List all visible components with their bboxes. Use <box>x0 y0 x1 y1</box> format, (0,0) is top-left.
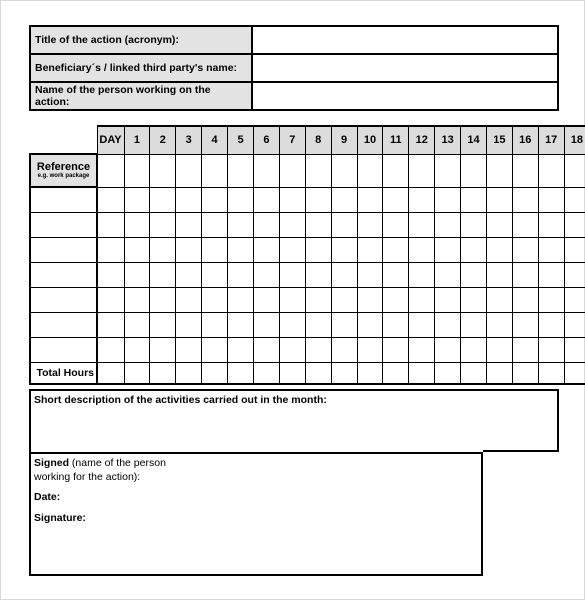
hours-cell[interactable] <box>461 262 487 287</box>
title-field[interactable] <box>252 26 558 54</box>
total-hours-cell[interactable] <box>538 362 564 384</box>
day-number-10: 10 <box>357 126 383 154</box>
day-number-17: 17 <box>538 126 564 154</box>
total-hours-row <box>30 362 585 384</box>
total-hours-cell[interactable] <box>461 362 487 384</box>
reference-sub-label: e.g. work package <box>37 173 90 179</box>
hours-cell[interactable] <box>357 262 383 287</box>
action-info-table <box>29 25 559 111</box>
day-label: DAY <box>97 126 124 154</box>
hours-cell[interactable] <box>97 262 124 287</box>
hours-cell[interactable] <box>202 287 228 312</box>
table-row <box>30 262 585 287</box>
total-hours-cell[interactable] <box>357 362 383 384</box>
table-row <box>30 212 585 237</box>
hours-cell[interactable] <box>228 154 254 187</box>
hours-cell[interactable] <box>305 212 331 237</box>
person-field[interactable] <box>252 82 558 110</box>
hours-cell[interactable] <box>357 187 383 212</box>
hours-cell[interactable] <box>357 237 383 262</box>
table-row <box>30 337 585 362</box>
day-number-6: 6 <box>253 126 279 154</box>
hours-cell[interactable] <box>564 262 585 287</box>
hours-cell[interactable] <box>97 237 124 262</box>
person-label: Name of the person working on the action: <box>30 82 252 110</box>
hours-cell[interactable] <box>435 187 461 212</box>
hours-cell[interactable] <box>383 237 409 262</box>
signature-label: Signature: <box>34 512 86 524</box>
day-number-5: 5 <box>228 126 254 154</box>
hours-cell[interactable] <box>176 337 202 362</box>
hours-cell[interactable] <box>202 237 228 262</box>
hours-cell[interactable] <box>124 212 150 237</box>
total-hours-cell[interactable] <box>124 362 150 384</box>
hours-cell[interactable] <box>564 212 585 237</box>
hours-cell[interactable] <box>150 262 176 287</box>
total-hours-cell[interactable] <box>331 362 357 384</box>
day-number-12: 12 <box>409 126 435 154</box>
hours-cell[interactable] <box>124 287 150 312</box>
hours-cell[interactable] <box>383 312 409 337</box>
hours-cell[interactable] <box>228 237 254 262</box>
person-row <box>30 82 558 110</box>
day-number-9: 9 <box>331 126 357 154</box>
hours-cell[interactable] <box>176 262 202 287</box>
hours-cell[interactable] <box>202 312 228 337</box>
hours-cell[interactable] <box>486 312 512 337</box>
hours-cell[interactable] <box>435 237 461 262</box>
hours-cell[interactable] <box>357 154 383 187</box>
table-row <box>30 312 585 337</box>
hours-cell[interactable] <box>383 262 409 287</box>
day-number-14: 14 <box>461 126 487 154</box>
hours-cell[interactable] <box>202 337 228 362</box>
hours-cell[interactable] <box>228 287 254 312</box>
hours-cell[interactable] <box>357 212 383 237</box>
hours-cell[interactable] <box>253 312 279 337</box>
total-hours-cell[interactable] <box>409 362 435 384</box>
hours-cell[interactable] <box>564 287 585 312</box>
reference-label: Reference <box>36 161 91 173</box>
hours-cell[interactable] <box>383 212 409 237</box>
reference-cell[interactable] <box>30 312 97 337</box>
hours-cell[interactable] <box>97 312 124 337</box>
hours-cell[interactable] <box>331 237 357 262</box>
hours-cell[interactable] <box>150 237 176 262</box>
hours-cell[interactable] <box>228 212 254 237</box>
hours-cell[interactable] <box>279 187 305 212</box>
header-blank-cell <box>30 126 97 154</box>
reference-cell[interactable] <box>30 287 97 312</box>
hours-cell[interactable] <box>331 154 357 187</box>
hours-cell[interactable] <box>461 187 487 212</box>
hours-cell[interactable] <box>253 287 279 312</box>
hours-cell[interactable] <box>409 287 435 312</box>
hours-cell[interactable] <box>435 337 461 362</box>
total-hours-cell[interactable] <box>435 362 461 384</box>
hours-cell[interactable] <box>124 337 150 362</box>
hours-cell[interactable] <box>124 187 150 212</box>
hours-cell[interactable] <box>538 237 564 262</box>
hours-cell[interactable] <box>357 287 383 312</box>
hours-cell[interactable] <box>331 187 357 212</box>
hours-cell[interactable] <box>486 287 512 312</box>
description-label: Short description of the activities carried out in the month: <box>34 394 327 406</box>
hours-cell[interactable] <box>538 187 564 212</box>
hours-cell[interactable] <box>383 154 409 187</box>
day-number-7: 7 <box>279 126 305 154</box>
hours-cell[interactable] <box>461 337 487 362</box>
hours-cell[interactable] <box>176 154 202 187</box>
hours-cell[interactable] <box>97 337 124 362</box>
hours-cell[interactable] <box>124 237 150 262</box>
hours-cell[interactable] <box>253 212 279 237</box>
hours-cell[interactable] <box>357 312 383 337</box>
hours-cell[interactable] <box>253 154 279 187</box>
hours-cell[interactable] <box>435 287 461 312</box>
hours-cell[interactable] <box>409 312 435 337</box>
hours-cell[interactable] <box>97 187 124 212</box>
hours-cell[interactable] <box>409 212 435 237</box>
hours-grid <box>29 125 585 385</box>
table-row <box>30 237 585 262</box>
hours-cell[interactable] <box>538 312 564 337</box>
hours-cell[interactable] <box>512 337 538 362</box>
date-label: Date: <box>34 491 61 503</box>
hours-cell[interactable] <box>176 287 202 312</box>
hours-cell[interactable] <box>305 287 331 312</box>
signed-label <box>34 456 194 484</box>
hours-cell[interactable] <box>253 337 279 362</box>
hours-cell[interactable] <box>305 237 331 262</box>
hours-cell[interactable] <box>435 212 461 237</box>
hours-cell[interactable] <box>409 237 435 262</box>
hours-cell[interactable] <box>150 337 176 362</box>
hours-cell[interactable] <box>331 262 357 287</box>
total-hours-cell[interactable] <box>486 362 512 384</box>
total-hours-label: Total Hours <box>30 362 97 384</box>
description-bottom-border <box>483 450 559 452</box>
hours-cell[interactable] <box>279 262 305 287</box>
hours-cell[interactable] <box>253 237 279 262</box>
hours-cell[interactable] <box>461 287 487 312</box>
table-row <box>30 187 585 212</box>
hours-cell[interactable] <box>279 154 305 187</box>
hours-cell[interactable] <box>486 187 512 212</box>
day-number-4: 4 <box>202 126 228 154</box>
hours-cell[interactable] <box>409 154 435 187</box>
hours-cell[interactable] <box>97 287 124 312</box>
hours-cell[interactable] <box>409 337 435 362</box>
hours-cell[interactable] <box>124 154 150 187</box>
hours-cell[interactable] <box>512 212 538 237</box>
description-box[interactable] <box>29 389 559 452</box>
hours-cell[interactable] <box>202 154 228 187</box>
total-hours-cell[interactable] <box>564 362 585 384</box>
hours-cell[interactable] <box>461 312 487 337</box>
hours-cell[interactable] <box>383 337 409 362</box>
hours-cell[interactable] <box>150 154 176 187</box>
hours-cell[interactable] <box>486 212 512 237</box>
hours-cell[interactable] <box>564 187 585 212</box>
reference-cell[interactable] <box>30 237 97 262</box>
beneficiary-field[interactable] <box>252 54 558 82</box>
hours-cell[interactable] <box>461 237 487 262</box>
hours-cell[interactable] <box>253 262 279 287</box>
beneficiary-label: Beneficiary´s / linked third party's name: <box>30 54 252 82</box>
hours-cell[interactable] <box>409 187 435 212</box>
day-header-row <box>30 126 585 154</box>
day-number-15: 15 <box>486 126 512 154</box>
hours-cell[interactable] <box>512 262 538 287</box>
hours-cell[interactable] <box>409 262 435 287</box>
hours-cell[interactable] <box>176 237 202 262</box>
hours-cell[interactable] <box>512 187 538 212</box>
hours-cell[interactable] <box>435 154 461 187</box>
hours-cell[interactable] <box>279 287 305 312</box>
hours-cell[interactable] <box>512 154 538 187</box>
reference-cell[interactable] <box>30 262 97 287</box>
hours-cell[interactable] <box>305 337 331 362</box>
hours-cell[interactable] <box>253 187 279 212</box>
day-number-16: 16 <box>512 126 538 154</box>
hours-cell[interactable] <box>331 287 357 312</box>
day-number-1: 1 <box>124 126 150 154</box>
title-label: Title of the action (acronym): <box>30 26 252 54</box>
hours-cell[interactable] <box>357 337 383 362</box>
total-hours-cell[interactable] <box>305 362 331 384</box>
hours-cell[interactable] <box>305 262 331 287</box>
hours-cell[interactable] <box>176 212 202 237</box>
total-hours-cell[interactable] <box>253 362 279 384</box>
hours-cell[interactable] <box>97 212 124 237</box>
hours-cell[interactable] <box>228 312 254 337</box>
signature-section <box>29 452 559 576</box>
beneficiary-row <box>30 54 558 82</box>
total-hours-cell[interactable] <box>383 362 409 384</box>
hours-cell[interactable] <box>512 287 538 312</box>
hours-cell[interactable] <box>512 312 538 337</box>
hours-cell[interactable] <box>202 212 228 237</box>
hours-cell[interactable] <box>176 312 202 337</box>
hours-cell[interactable] <box>538 154 564 187</box>
hours-cell[interactable] <box>150 312 176 337</box>
hours-cell[interactable] <box>486 154 512 187</box>
hours-cell[interactable] <box>279 312 305 337</box>
hours-cell[interactable] <box>538 287 564 312</box>
total-hours-cell[interactable] <box>228 362 254 384</box>
total-hours-cell[interactable] <box>176 362 202 384</box>
hours-cell[interactable] <box>305 312 331 337</box>
hours-cell[interactable] <box>461 154 487 187</box>
total-hours-cell[interactable] <box>150 362 176 384</box>
day-number-8: 8 <box>305 126 331 154</box>
hours-cell[interactable] <box>435 262 461 287</box>
hours-cell[interactable] <box>305 187 331 212</box>
total-hours-cell[interactable] <box>279 362 305 384</box>
hours-cell[interactable] <box>331 337 357 362</box>
hours-cell[interactable] <box>228 337 254 362</box>
hours-cell[interactable] <box>279 237 305 262</box>
hours-cell[interactable] <box>486 262 512 287</box>
hours-cell[interactable] <box>124 312 150 337</box>
hours-cell[interactable] <box>435 312 461 337</box>
hours-cell[interactable] <box>331 212 357 237</box>
hours-cell[interactable] <box>150 187 176 212</box>
hours-cell[interactable] <box>486 237 512 262</box>
day-number-13: 13 <box>435 126 461 154</box>
signature-box[interactable] <box>29 452 483 576</box>
hours-cell[interactable] <box>538 212 564 237</box>
hours-cell[interactable] <box>228 187 254 212</box>
hours-cell[interactable] <box>305 154 331 187</box>
hours-cell[interactable] <box>124 262 150 287</box>
hours-cell[interactable] <box>461 212 487 237</box>
total-hours-cell[interactable] <box>512 362 538 384</box>
day-number-2: 2 <box>150 126 176 154</box>
hours-cell[interactable] <box>512 237 538 262</box>
reference-cell[interactable] <box>30 212 97 237</box>
hours-cell[interactable] <box>564 154 585 187</box>
hours-cell[interactable] <box>564 337 585 362</box>
hours-cell[interactable] <box>538 337 564 362</box>
signed-bold: Signed <box>34 457 70 469</box>
day-number-18: 18 <box>564 126 585 154</box>
hours-cell[interactable] <box>331 312 357 337</box>
reference-header <box>30 154 97 187</box>
total-hours-cell[interactable] <box>97 362 124 384</box>
reference-cell[interactable] <box>30 337 97 362</box>
hours-cell[interactable] <box>97 154 124 187</box>
hours-cell[interactable] <box>202 187 228 212</box>
hours-cell[interactable] <box>279 337 305 362</box>
hours-cell[interactable] <box>202 262 228 287</box>
hours-cell[interactable] <box>564 312 585 337</box>
hours-cell[interactable] <box>228 262 254 287</box>
hours-cell[interactable] <box>383 187 409 212</box>
hours-cell[interactable] <box>538 262 564 287</box>
reference-row <box>30 154 585 187</box>
total-hours-cell[interactable] <box>202 362 228 384</box>
hours-cell[interactable] <box>176 187 202 212</box>
hours-cell[interactable] <box>150 287 176 312</box>
day-number-11: 11 <box>383 126 409 154</box>
title-row <box>30 26 558 54</box>
table-row <box>30 287 585 312</box>
day-number-3: 3 <box>176 126 202 154</box>
hours-cell[interactable] <box>383 287 409 312</box>
reference-cell[interactable] <box>30 187 97 212</box>
hours-cell[interactable] <box>279 212 305 237</box>
hours-cell[interactable] <box>486 337 512 362</box>
signed-rest: (name of the person working for the action): <box>34 457 166 483</box>
hours-cell[interactable] <box>564 237 585 262</box>
hours-cell[interactable] <box>150 212 176 237</box>
